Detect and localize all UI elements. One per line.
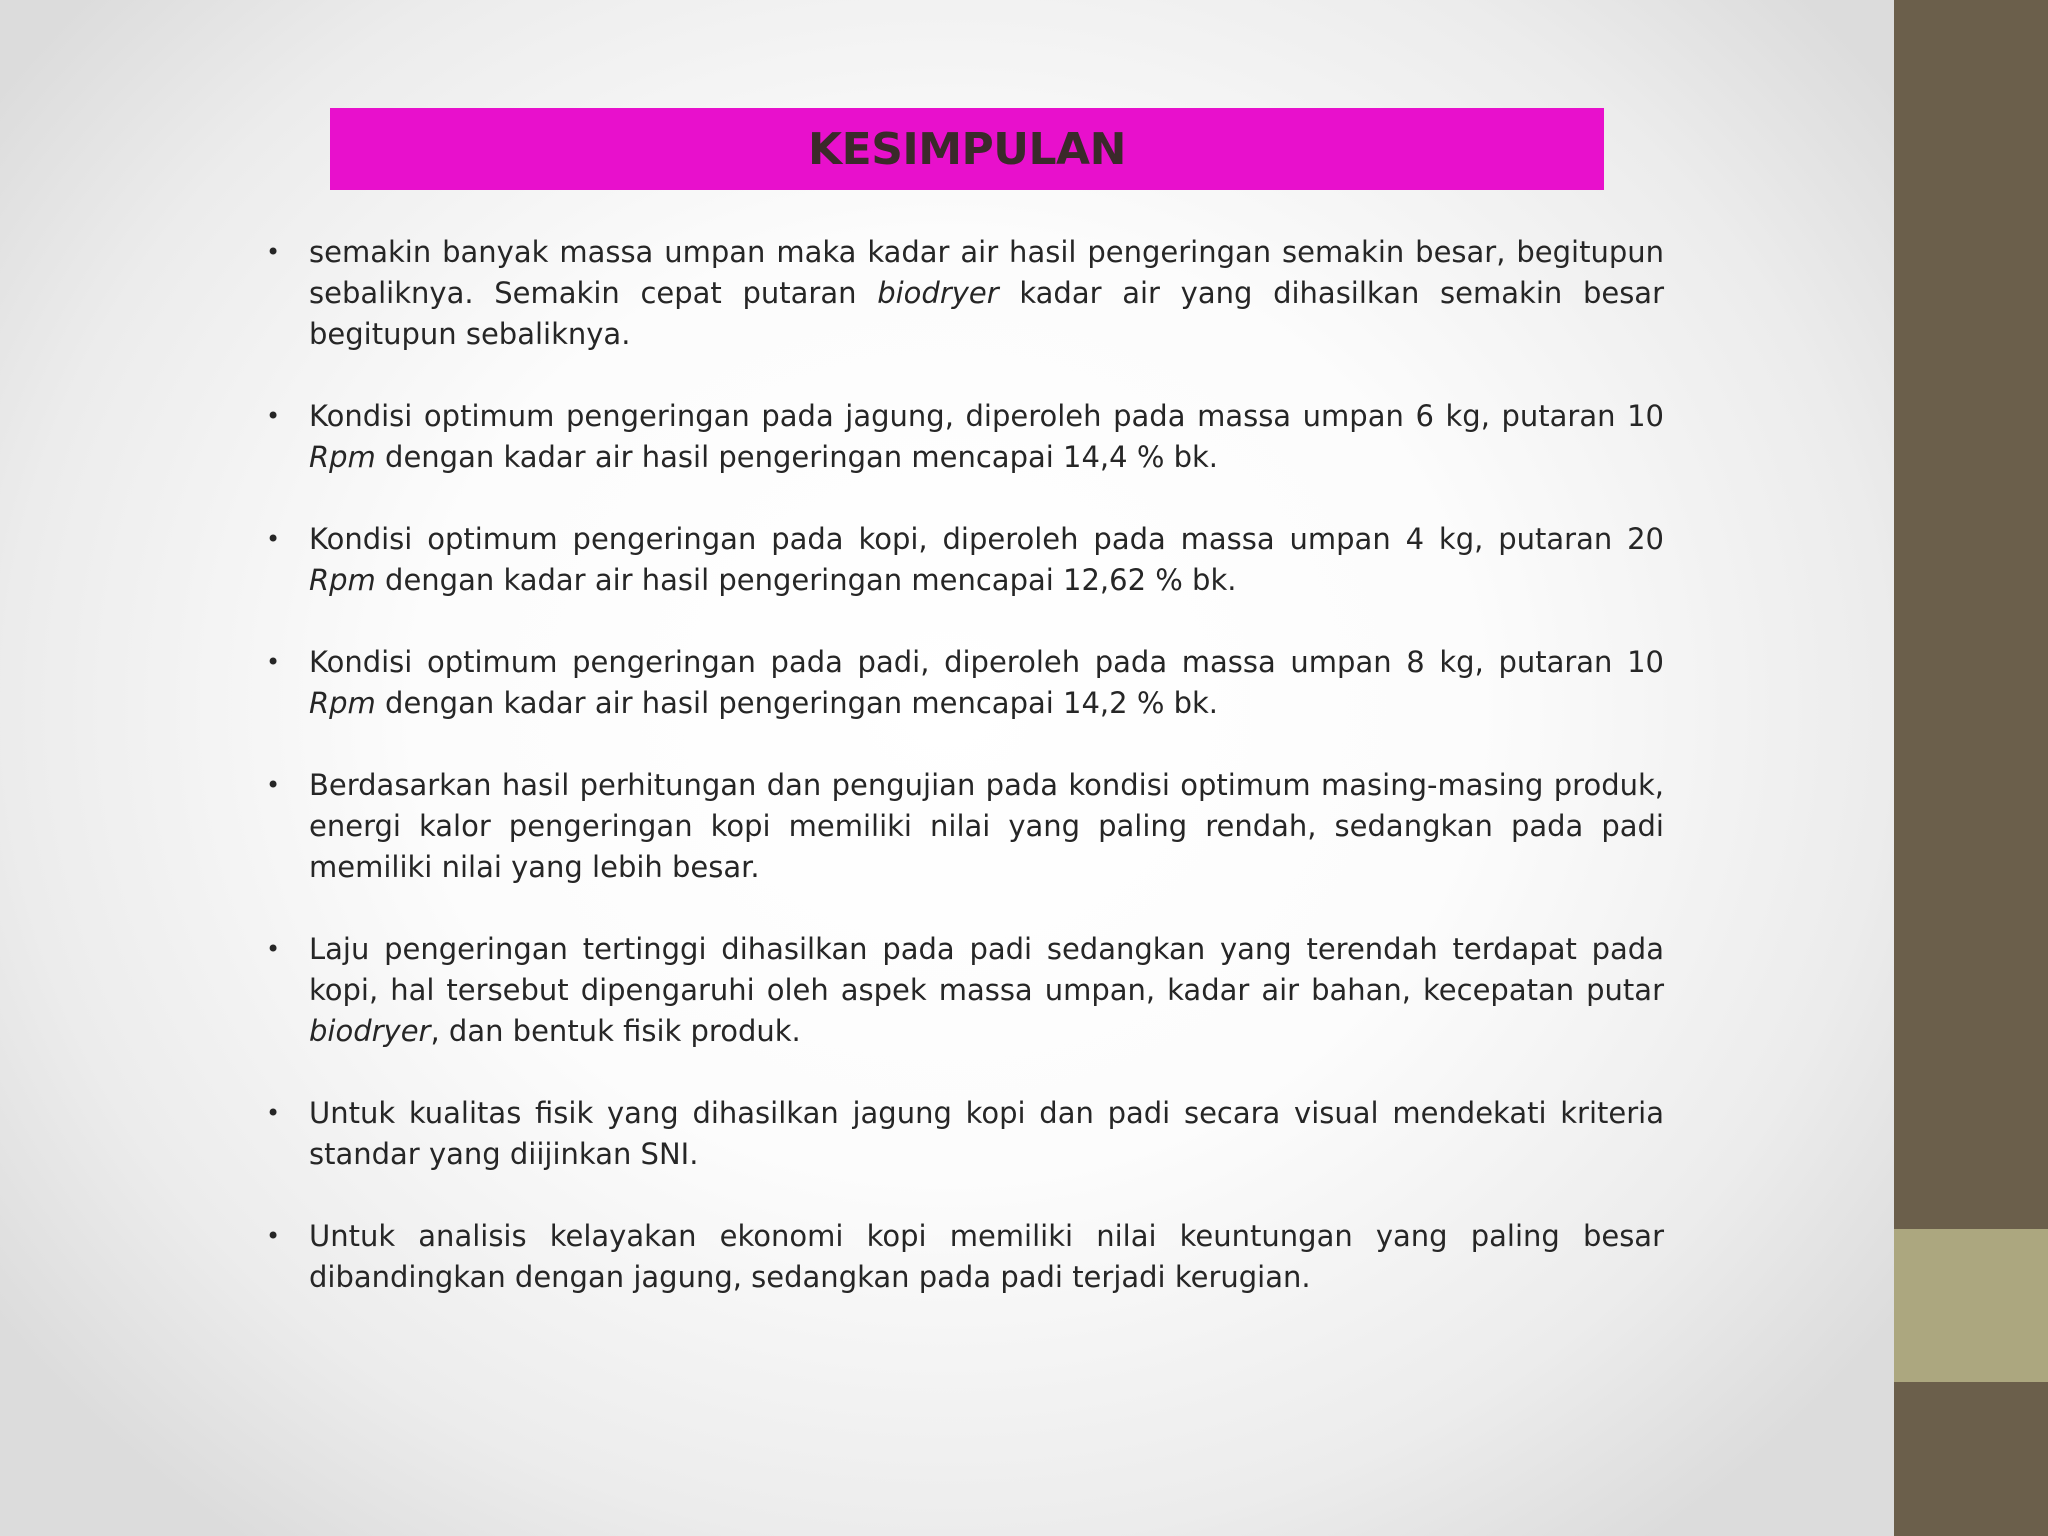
bullet-icon: • [266, 525, 281, 553]
bullet-icon: • [266, 238, 281, 266]
sidebar-accent-block [1894, 1229, 2048, 1382]
slide-title: KESIMPULAN [808, 123, 1126, 175]
list-item-text: Kondisi optimum pengeringan pada padi, diperoleh pada massa umpan 8 kg, putaran 10 Rpm dengan kadar air hasil pengeringan mencapai 14,2 % bk. [309, 645, 1664, 720]
list-item [266, 1216, 1664, 1298]
list-item [266, 642, 1664, 724]
title-banner [330, 108, 1604, 190]
list-item [266, 232, 1664, 355]
list-item [266, 929, 1664, 1052]
list-item-text: Berdasarkan hasil perhitungan dan pengujian pada kondisi optimum masing-masing produk, energi kalor pengeringan kopi memiliki nilai yang paling rendah, sedangkan pada padi memiliki nilai yang lebih besar. [309, 768, 1664, 884]
list-item-text: Laju pengeringan tertinggi dihasilkan pada padi sedangkan yang terendah terdapat pada kopi, hal tersebut dipengaruhi oleh aspek massa umpan, kadar air bahan, kecepatan putar biodryer, dan bentuk fisik produk. [309, 932, 1664, 1048]
bullet-icon: • [266, 648, 281, 676]
conclusion-list [266, 232, 1664, 1339]
list-item-text: Untuk kualitas fisik yang dihasilkan jagung kopi dan padi secara visual mendekati kriteria standar yang diijinkan SNI. [309, 1096, 1664, 1171]
list-item [266, 519, 1664, 601]
list-item [266, 1093, 1664, 1175]
bullet-icon: • [266, 1222, 281, 1250]
bullet-icon: • [266, 935, 281, 963]
bullet-icon: • [266, 771, 281, 799]
list-item-text: Untuk analisis kelayakan ekonomi kopi memiliki nilai keuntungan yang paling besar dibandingkan dengan jagung, sedangkan pada padi terjadi kerugian. [309, 1219, 1664, 1294]
list-item-text: semakin banyak massa umpan maka kadar air hasil pengeringan semakin besar, begitupun sebaliknya. Semakin cepat putaran biodryer kadar air yang dihasilkan semakin besar begitupun sebaliknya. [309, 235, 1664, 351]
list-item [266, 396, 1664, 478]
sidebar-dark-block-bottom [1894, 1382, 2048, 1536]
list-item-text: Kondisi optimum pengeringan pada kopi, diperoleh pada massa umpan 4 kg, putaran 20 Rpm dengan kadar air hasil pengeringan mencapai 12,62 % bk. [309, 522, 1664, 597]
list-item-text: Kondisi optimum pengeringan pada jagung, diperoleh pada massa umpan 6 kg, putaran 10 Rpm dengan kadar air hasil pengeringan mencapai 14,4 % bk. [309, 399, 1664, 474]
list-item [266, 765, 1664, 888]
bullet-icon: • [266, 1099, 281, 1127]
decorative-sidebar [1894, 0, 2048, 1536]
sidebar-dark-block [1894, 0, 2048, 1229]
bullet-icon: • [266, 402, 281, 430]
